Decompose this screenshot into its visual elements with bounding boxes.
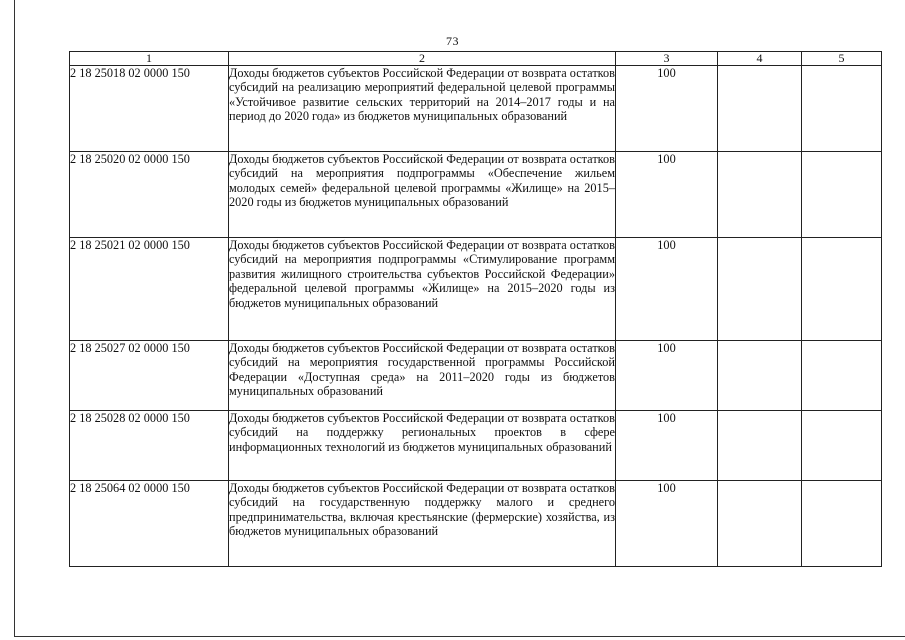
empty-cell-col5 [802, 411, 882, 481]
revenue-description-cell: Доходы бюджетов субъектов Российской Федерации от возврата остатков субсидий на мероприятия подпрограммы «Обеспечение жильем молодых семей» федеральной целевой программы «Жилище» на 2015–2020 годы из бюджетов муниципальных образований [229, 152, 616, 238]
empty-cell-col4 [718, 66, 802, 152]
revenue-code-cell: 2 18 25021 02 0000 150 [70, 238, 229, 341]
empty-cell-col5 [802, 481, 882, 567]
empty-cell-col5 [802, 238, 882, 341]
amount-cell: 100 [616, 341, 718, 411]
table-header-row [70, 52, 882, 66]
amount-cell: 100 [616, 66, 718, 152]
revenue-code-cell: 2 18 25020 02 0000 150 [70, 152, 229, 238]
amount-cell: 100 [616, 238, 718, 341]
table-row [70, 152, 882, 238]
empty-cell-col4 [718, 238, 802, 341]
table-row [70, 481, 882, 567]
column-header-4: 4 [718, 52, 802, 66]
revenue-code-cell: 2 18 25028 02 0000 150 [70, 411, 229, 481]
amount-cell: 100 [616, 152, 718, 238]
table-row [70, 238, 882, 341]
revenue-code-cell: 2 18 25018 02 0000 150 [70, 66, 229, 152]
revenue-description-cell: Доходы бюджетов субъектов Российской Федерации от возврата остатков субсидий на поддержку региональных проектов в сфере информационных технологий из бюджетов муниципальных образований [229, 411, 616, 481]
revenue-code-cell: 2 18 25027 02 0000 150 [70, 341, 229, 411]
empty-cell-col4 [718, 411, 802, 481]
revenue-description-cell: Доходы бюджетов субъектов Российской Федерации от возврата остатков субсидий на мероприятия подпрограммы «Стимулирование программ развития жилищного строительства субъектов Российской Федерации» федеральной целевой программы «Жилище» на 2015–2020 годы из бюджетов муниципальных образований [229, 238, 616, 341]
table-row [70, 411, 882, 481]
empty-cell-col5 [802, 66, 882, 152]
empty-cell-col5 [802, 341, 882, 411]
page-left-edge-line [14, 0, 15, 636]
amount-cell: 100 [616, 411, 718, 481]
empty-cell-col5 [802, 152, 882, 238]
page-number: 73 [446, 34, 459, 48]
empty-cell-col4 [718, 152, 802, 238]
column-header-3: 3 [616, 52, 718, 66]
empty-cell-col4 [718, 481, 802, 567]
table-row [70, 341, 882, 411]
amount-cell: 100 [616, 481, 718, 567]
revenue-description-cell: Доходы бюджетов субъектов Российской Федерации от возврата остатков субсидий на реализацию мероприятий федеральной целевой программы «Устойчивое развитие сельских территорий на 2014–2017 годы и на период до 2020 года» из бюджетов муниципальных образований [229, 66, 616, 152]
column-header-2: 2 [229, 52, 616, 66]
revenue-description-cell: Доходы бюджетов субъектов Российской Федерации от возврата остатков субсидий на государственную поддержку малого и среднего предпринимательства, включая крестьянские (фермерские) хозяйства, из бюджетов муниципальных образований [229, 481, 616, 567]
table-row [70, 66, 882, 152]
budget-revenue-table [69, 51, 882, 567]
column-header-5: 5 [802, 52, 882, 66]
empty-cell-col4 [718, 341, 802, 411]
revenue-code-cell: 2 18 25064 02 0000 150 [70, 481, 229, 567]
revenue-description-cell: Доходы бюджетов субъектов Российской Федерации от возврата остатков субсидий на мероприятия государственной программы Российской Федерации «Доступная среда» на 2011–2020 годы из бюджетов муниципальных образований [229, 341, 616, 411]
page-bottom-edge-line [14, 636, 905, 637]
column-header-1: 1 [70, 52, 229, 66]
